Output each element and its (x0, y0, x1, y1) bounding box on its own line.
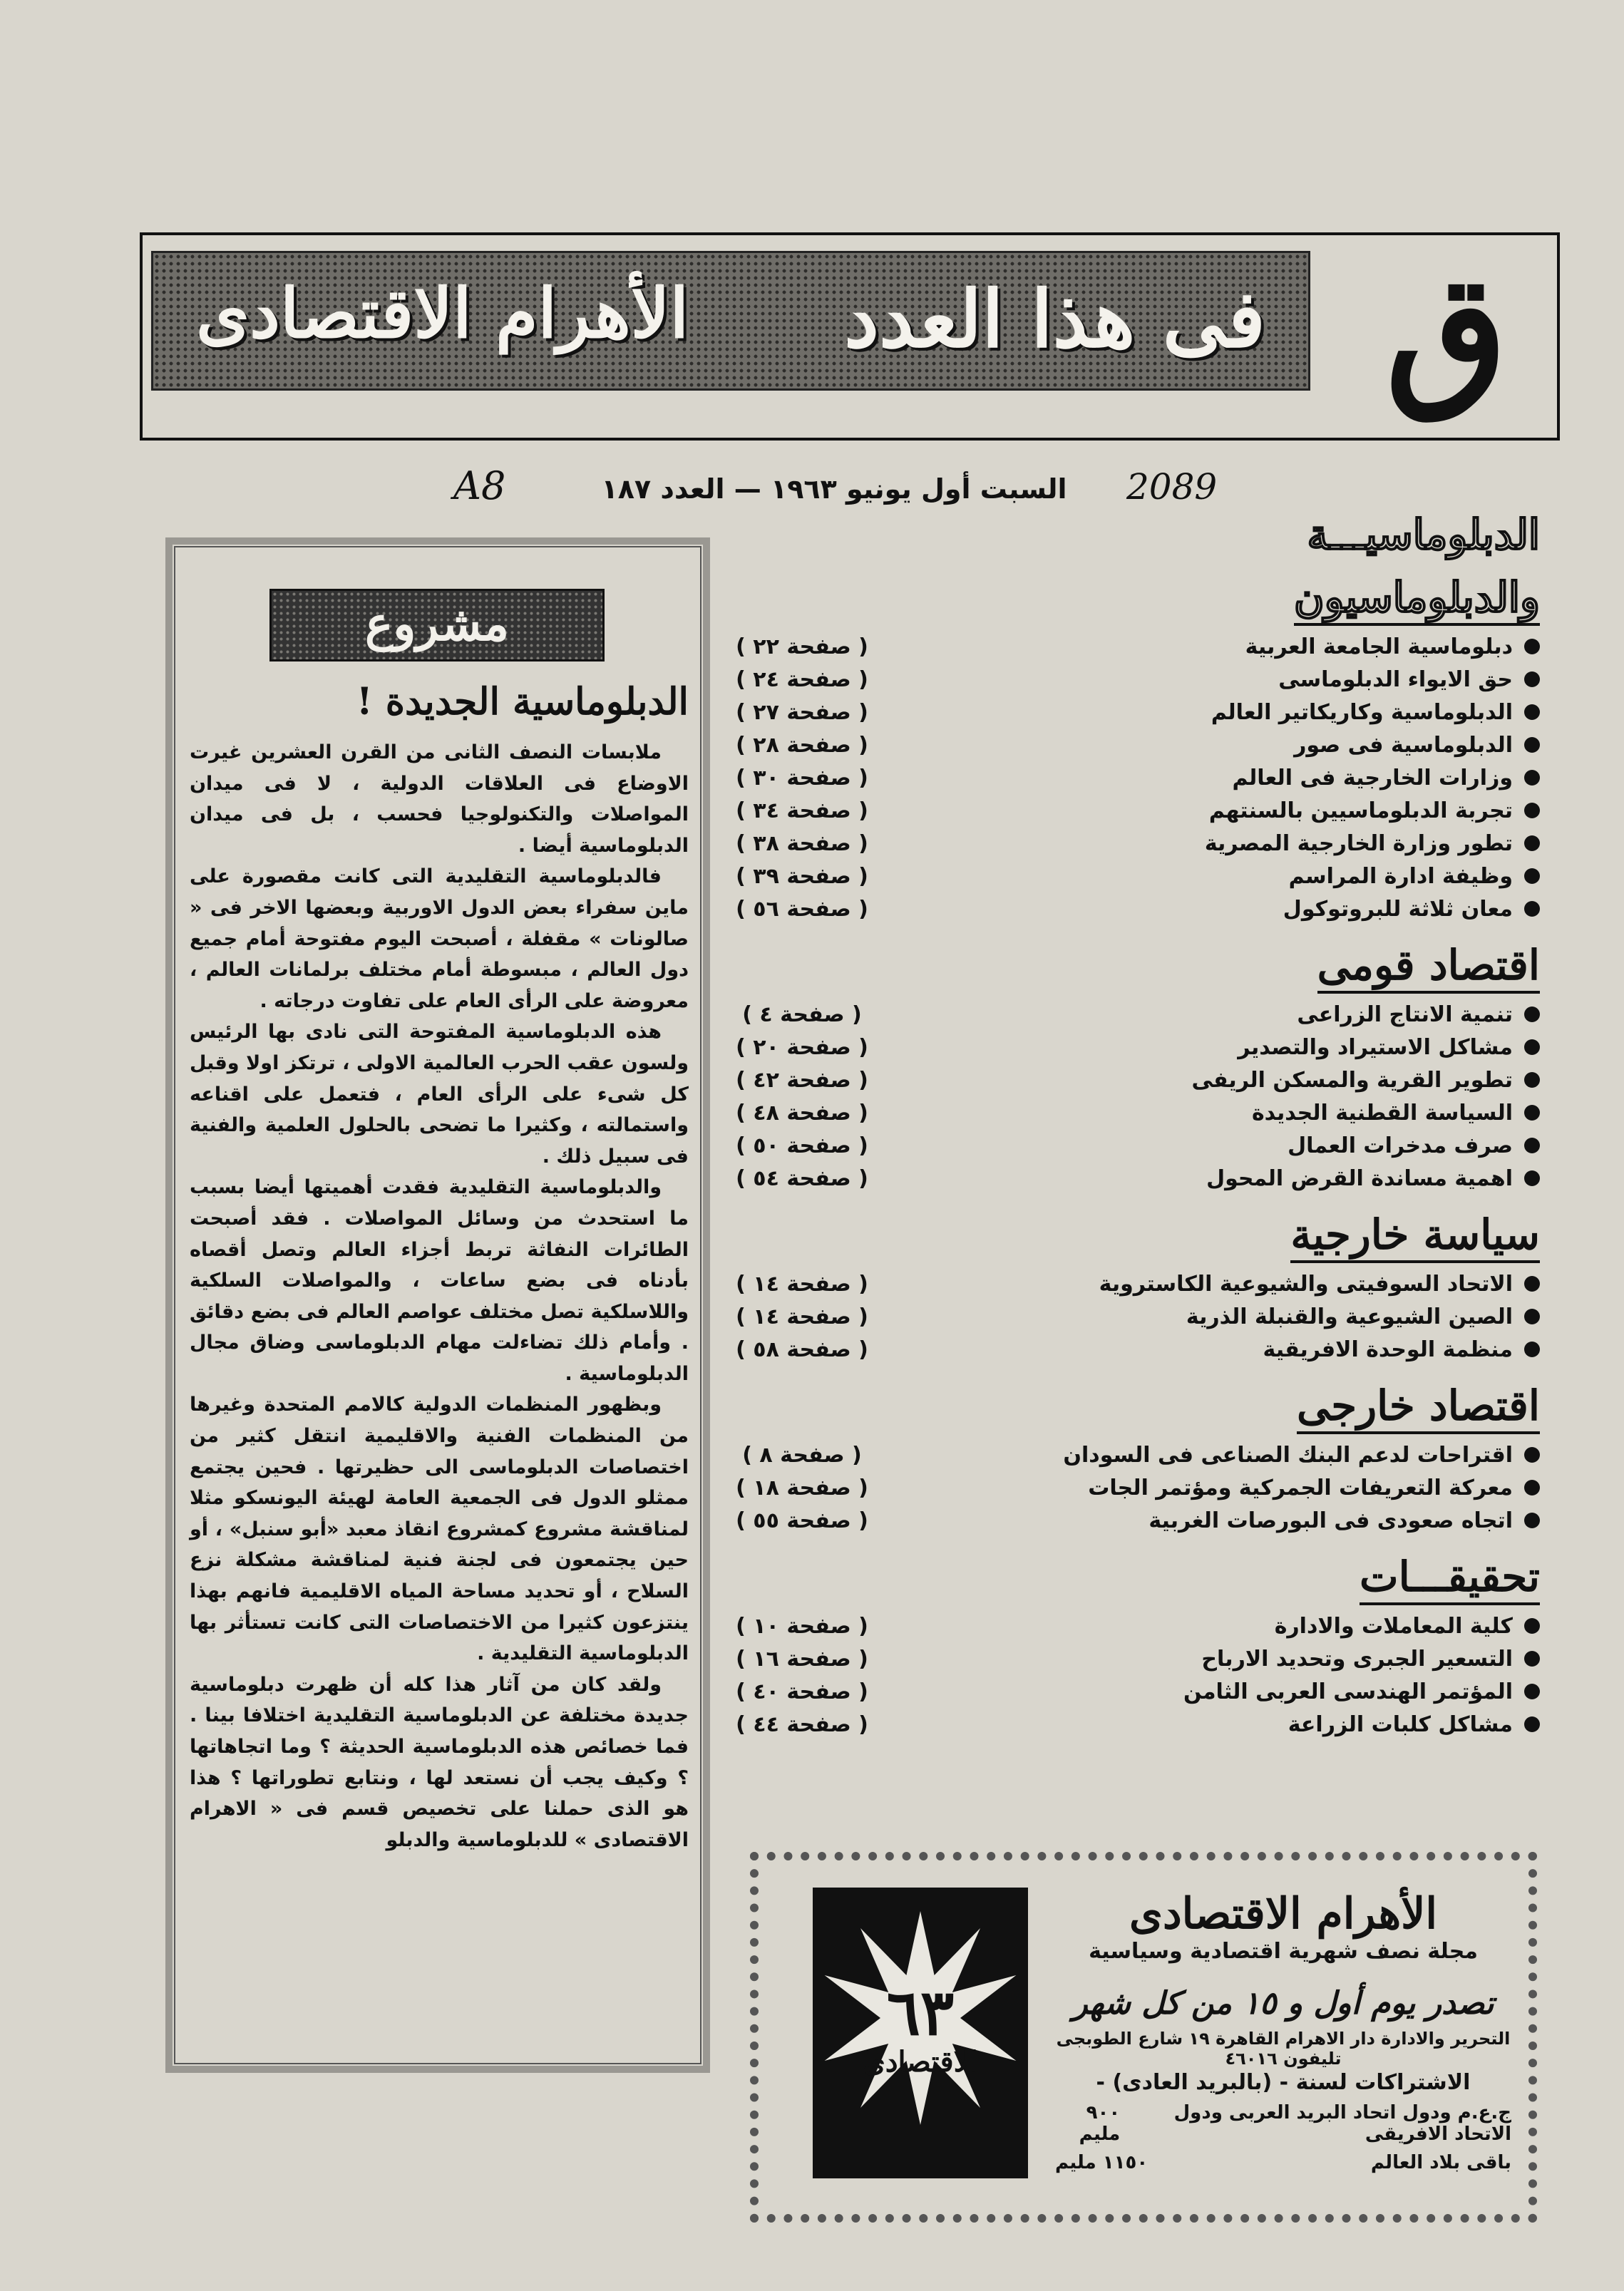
item-title: صرف مدخرات العمال (1288, 1133, 1513, 1158)
item-page: ( صفحة ٣٨ ) (736, 830, 868, 856)
item-title: تنمية الانتاج الزراعى (1297, 1002, 1513, 1027)
bullet-icon (1524, 803, 1540, 818)
section-header-wrap (734, 510, 1540, 565)
toc-section-foreign-economy (734, 1379, 1540, 1537)
item-page: ( صفحة ٤٨ ) (736, 1100, 868, 1126)
ad-schedule: تصدر يوم أول و ١٥ من كل شهر (1072, 1985, 1494, 2022)
toc-item[interactable] (734, 827, 1540, 860)
article-paragraph: ولقد كان من آثار هذا كله أن ظهرت دبلوماسية جديدة مختلفة عن الدبلوماسية التقليدية اختلافا بينا . فما خصائص هذه الدبلوماسية الحديثة ؟ وما اتجاهاتها ؟ وكيف يجب أن نستعد لها ، ونتابع تطوراتها ؟ هذا هو الذى حملنا على تخصيص قسم فى « الاهرام الاقتصادى » للدبلوماسية والدبلو (190, 1673, 689, 1851)
toc-item[interactable] (734, 1471, 1540, 1504)
toc-item[interactable] (734, 892, 1540, 925)
item-page: ( صفحة ٥٦ ) (736, 896, 868, 922)
toc-item[interactable] (734, 1267, 1540, 1300)
item-title: اقتراحات لدعم البنك الصناعى فى السودان (1063, 1442, 1513, 1468)
toc-list (734, 630, 1540, 925)
item-title: تطوير القرية والمسكن الريفى (1191, 1067, 1513, 1093)
price-region: باقى بلاد العالم (1370, 2152, 1511, 2173)
item-title: الدبلوماسية وكاريكاتير العالم (1211, 699, 1513, 725)
toc-item[interactable] (734, 1675, 1540, 1708)
article-label-box: مشروع (269, 589, 605, 661)
bullet-icon (1524, 704, 1540, 720)
item-title: دبلوماسية الجامعة العربية (1245, 634, 1513, 659)
bullet-icon (1524, 1342, 1540, 1357)
table-of-contents (734, 510, 1540, 1754)
item-title: تطور وزارة الخارجية المصرية (1204, 830, 1513, 856)
bullet-icon (1524, 1618, 1540, 1634)
item-title: معان ثلاثة للبروتوكول (1283, 896, 1513, 922)
item-title: تجربة الدبلوماسيين بالسنتهم (1208, 798, 1513, 823)
toc-list (734, 1267, 1540, 1366)
section-title: اقتصاد قومى (1317, 941, 1540, 994)
item-page: ( صفحة ١٨ ) (736, 1475, 868, 1500)
item-title: السياسة القطنية الجديدة (1251, 1100, 1513, 1126)
issue-dateline: السبت أول يونيو ١٩٦٣ — العدد ١٨٧ (601, 473, 1067, 505)
toc-section-foreign-policy (734, 1208, 1540, 1366)
section-header-wrap (734, 565, 1540, 630)
price-region: ج.ع.م ودول اتحاد البريد العربى ودول الاتحاد الافريقى (1173, 2102, 1511, 2145)
item-title: مشاكل كلبات الزراعة (1288, 1711, 1513, 1737)
bullet-icon (1524, 1480, 1540, 1495)
bullet-icon (1524, 1007, 1540, 1022)
cover-thumbnail (813, 1888, 1028, 2178)
bullet-icon (1524, 1039, 1540, 1055)
toc-list (734, 1610, 1540, 1741)
masthead-banner (140, 232, 1560, 441)
item-title: اهمية مساندة القرض المحول (1206, 1165, 1513, 1191)
item-title: وظيفة ادارة المراسم (1288, 863, 1513, 889)
toc-item[interactable] (734, 1096, 1540, 1129)
price-value: ٩٠٠ مليم (1079, 2102, 1121, 2145)
toc-item[interactable] (734, 1300, 1540, 1333)
item-page: ( صفحة ٢٧ ) (736, 699, 868, 725)
ad-price-row (1055, 2102, 1511, 2145)
item-title: وزارات الخارجية فى العالم (1232, 765, 1513, 791)
toc-item[interactable] (734, 1708, 1540, 1741)
section-header-wrap (734, 1208, 1540, 1267)
toc-section-investigations (734, 1550, 1540, 1741)
item-title: الصين الشيوعية والقنبلة الذرية (1186, 1304, 1513, 1329)
item-page: ( صفحة ٤٤ ) (736, 1711, 868, 1737)
section-header-wrap (734, 1379, 1540, 1438)
price-value: ١١٥٠ مليم (1055, 2152, 1148, 2173)
item-page: ( صفحة ٢٨ ) (736, 732, 868, 758)
bullet-icon (1524, 1513, 1540, 1528)
item-page: ( صفحة ٢٢ ) (736, 634, 868, 659)
toc-item[interactable] (734, 761, 1540, 794)
ad-text-block (1055, 1889, 1511, 2173)
bullet-icon (1524, 1276, 1540, 1292)
toc-item[interactable] (734, 998, 1540, 1031)
article-paragraph: ملابسات النصف الثانى من القرن العشرين غيرت الاوضاع فى العلاقات الدولية ، لا فى ميدان المواصلات والتكنولوجيا فحسب ، بل فى ميدان الدبلوماسية أيضا . (190, 741, 689, 857)
editorial-article (165, 537, 710, 2073)
bullet-icon (1524, 671, 1540, 687)
article-title: الدبلوماسية الجديدة ! (356, 680, 689, 724)
bullet-icon (1524, 1447, 1540, 1463)
masthead-title: فى هذا العدد (843, 273, 1265, 365)
toc-item[interactable] (734, 696, 1540, 729)
subscription-advertisement (750, 1852, 1537, 2223)
ad-subscription-label: الاشتراكات لسنة - (بالبريد العادى) - (1096, 2070, 1471, 2095)
item-page: ( صفحة ٢٠ ) (736, 1034, 868, 1060)
bullet-icon (1524, 770, 1540, 786)
item-page: ( صفحة ٥٥ ) (736, 1508, 868, 1533)
bullet-icon (1524, 868, 1540, 884)
item-page: ( صفحة ١٠ ) (736, 1613, 868, 1639)
toc-item[interactable] (734, 663, 1540, 696)
item-page: ( صفحة ١٤ ) (736, 1304, 868, 1329)
toc-section-national-economy (734, 938, 1540, 1195)
cover-label: الاقتصادى (863, 2045, 978, 2079)
bullet-icon (1524, 1138, 1540, 1153)
section-title: تحقيقـــات (1360, 1553, 1540, 1605)
item-page: ( صفحة ٥٠ ) (736, 1133, 868, 1158)
toc-item[interactable] (734, 1333, 1540, 1366)
handwritten-number: 2089 (1126, 466, 1218, 508)
toc-list (734, 998, 1540, 1195)
item-title: المؤتمر الهندسى العربى الثامن (1183, 1679, 1513, 1704)
toc-item[interactable] (734, 630, 1540, 663)
item-title: معركة التعريفات الجمركية ومؤتمر الجات (1088, 1475, 1513, 1500)
toc-item[interactable] (734, 1610, 1540, 1642)
item-page: ( صفحة ٤ ) (742, 1002, 862, 1027)
bullet-icon (1524, 1170, 1540, 1186)
toc-item[interactable] (734, 794, 1540, 827)
item-title: حق الايواء الدبلوماسى (1278, 666, 1513, 692)
item-title: الاتحاد السوفيتى والشيوعية الكاستروية (1099, 1271, 1513, 1297)
item-title: منظمة الوحدة الافريقية (1263, 1337, 1513, 1362)
article-paragraph: وبظهور المنظمات الدولية كالامم المتحدة وغيرها من المنظمات الفنية والاقليمية انتقل كثير من اختصاصات الدبلوماسى الى حظيرتها . فحين يجتمع ممثلو الدول فى الجمعية العامة لهيئة اليونسكو مثلا لمناقشة مشروع كمشروع انقاذ معبد «أبو سنبل» ، أو حين يجتمعون فى لجنة فنية لمناقشة مشكلة نزع السلاح ، أو تحديد مساحة المياه الاقليمية فانهم بهذا ينتزعون كثيرا من الاختصاصات التى كانت تستأثر بها الدبلوماسية التقليدية . (190, 1394, 689, 1665)
article-body (190, 737, 689, 1855)
toc-item[interactable] (734, 1438, 1540, 1471)
toc-item[interactable] (734, 729, 1540, 761)
handwritten-code: A8 (453, 463, 506, 508)
section-header-wrap (734, 1550, 1540, 1610)
toc-item[interactable] (734, 1162, 1540, 1195)
article-paragraph: فالدبلوماسية التقليدية التى كانت مقصورة على ماين سفراء بعض الدول الاوربية وبعضها الاخر فى « صالونات » مقفلة ، أصبحت اليوم مفتوحة أمام جميع دول العالم ، مبسوطة أمام مختلف برلمانات العالم ، معروضة على الرأى العام على تفاوت درجاته . (190, 865, 689, 1012)
masthead-strip (151, 251, 1310, 391)
item-title: الدبلوماسية فى صور (1294, 732, 1513, 758)
article-paragraph: والدبلوماسية التقليدية فقدت أهميتها أيضا بسبب ما استحدث من وسائل المواصلات . فقد أصبحت الطائرات النفاثة تربط أجزاء العالم وتصل أقصاه بأدناه فى بضع ساعات ، والمواصلات السلكية واللاسلكية تصل مختلف عواصم العالم فى بضع دقائق . وأمام ذلك تضاءلت مهام الدبلوماسى وضاق مجال الدبلوماسية . (190, 1176, 689, 1385)
toc-item[interactable] (734, 1064, 1540, 1096)
item-title: كلية المعاملات والادارة (1274, 1613, 1513, 1639)
article-paragraph: هذه الدبلوماسية المفتوحة التى نادى بها الرئيس ولسون عقب الحرب العالمية الاولى ، ترتكز اولا وقبل كل شىء على الرأى العام ، فتعمل على اقناعه واستمالته ، وكثيرا ما تضحى بالحلول العلمية والفنية فى سبيل ذلك . (190, 1021, 689, 1168)
toc-list (734, 1438, 1540, 1537)
item-page: ( صفحة ٥٨ ) (736, 1337, 868, 1362)
section-title: سياسة خارجية (1290, 1210, 1540, 1263)
toc-item[interactable] (734, 1642, 1540, 1675)
bullet-icon (1524, 901, 1540, 917)
ad-price-row (1055, 2152, 1511, 2173)
bullet-icon (1524, 1716, 1540, 1732)
item-title: اتجاه صعودى فى البورصات الغربية (1148, 1508, 1513, 1533)
section-title: اقتصاد خارجى (1297, 1381, 1540, 1434)
section-subtitle: والدبلوماسيون (1294, 573, 1540, 626)
bullet-icon (1524, 1309, 1540, 1324)
item-title: التسعير الجبرى وتحديد الارباح (1201, 1646, 1513, 1672)
ad-tagline: مجلة نصف شهرية اقتصادية وسياسية (1089, 1939, 1478, 1964)
bullet-icon (1524, 1105, 1540, 1121)
item-page: ( صفحة ٤٢ ) (736, 1067, 868, 1093)
item-page: ( صفحة ٣٠ ) (736, 765, 868, 791)
item-page: ( صفحة ٣٩ ) (736, 863, 868, 889)
section-title: الدبلوماسيـــة (1307, 510, 1540, 559)
ad-address: التحرير والادارة دار الاهرام القاهرة ١٩ شارع الطوبجى تليفون ٤٦٠١٦ (1056, 2029, 1511, 2069)
toc-section-diplomacy (734, 510, 1540, 925)
bullet-icon (1524, 1651, 1540, 1667)
item-page: ( صفحة ٥٤ ) (736, 1165, 868, 1191)
toc-item[interactable] (734, 860, 1540, 892)
cover-number: ٦٣ (886, 1975, 955, 2049)
toc-item[interactable] (734, 1031, 1540, 1064)
item-title: مشاكل الاستيراد والتصدير (1238, 1034, 1513, 1060)
toc-item[interactable] (734, 1504, 1540, 1537)
bullet-icon (1524, 835, 1540, 851)
item-page: ( صفحة ٤٠ ) (736, 1679, 868, 1704)
item-page: ( صفحة ٣٤ ) (736, 798, 868, 823)
toc-item[interactable] (734, 1129, 1540, 1162)
item-page: ( صفحة ١٤ ) (736, 1271, 868, 1297)
item-page: ( صفحة ١٦ ) (736, 1646, 868, 1672)
bullet-icon (1524, 1072, 1540, 1088)
item-page: ( صفحة ٢٤ ) (736, 666, 868, 692)
item-page: ( صفحة ٨ ) (742, 1442, 862, 1468)
publication-name: الأهرام الاقتصادى (196, 273, 689, 354)
masthead-logo: ق (1385, 239, 1508, 423)
bullet-icon (1524, 737, 1540, 753)
ad-title: الأهرام الاقتصادى (1129, 1889, 1437, 1939)
section-header-wrap (734, 938, 1540, 998)
bullet-icon (1524, 1684, 1540, 1699)
bullet-icon (1524, 639, 1540, 654)
